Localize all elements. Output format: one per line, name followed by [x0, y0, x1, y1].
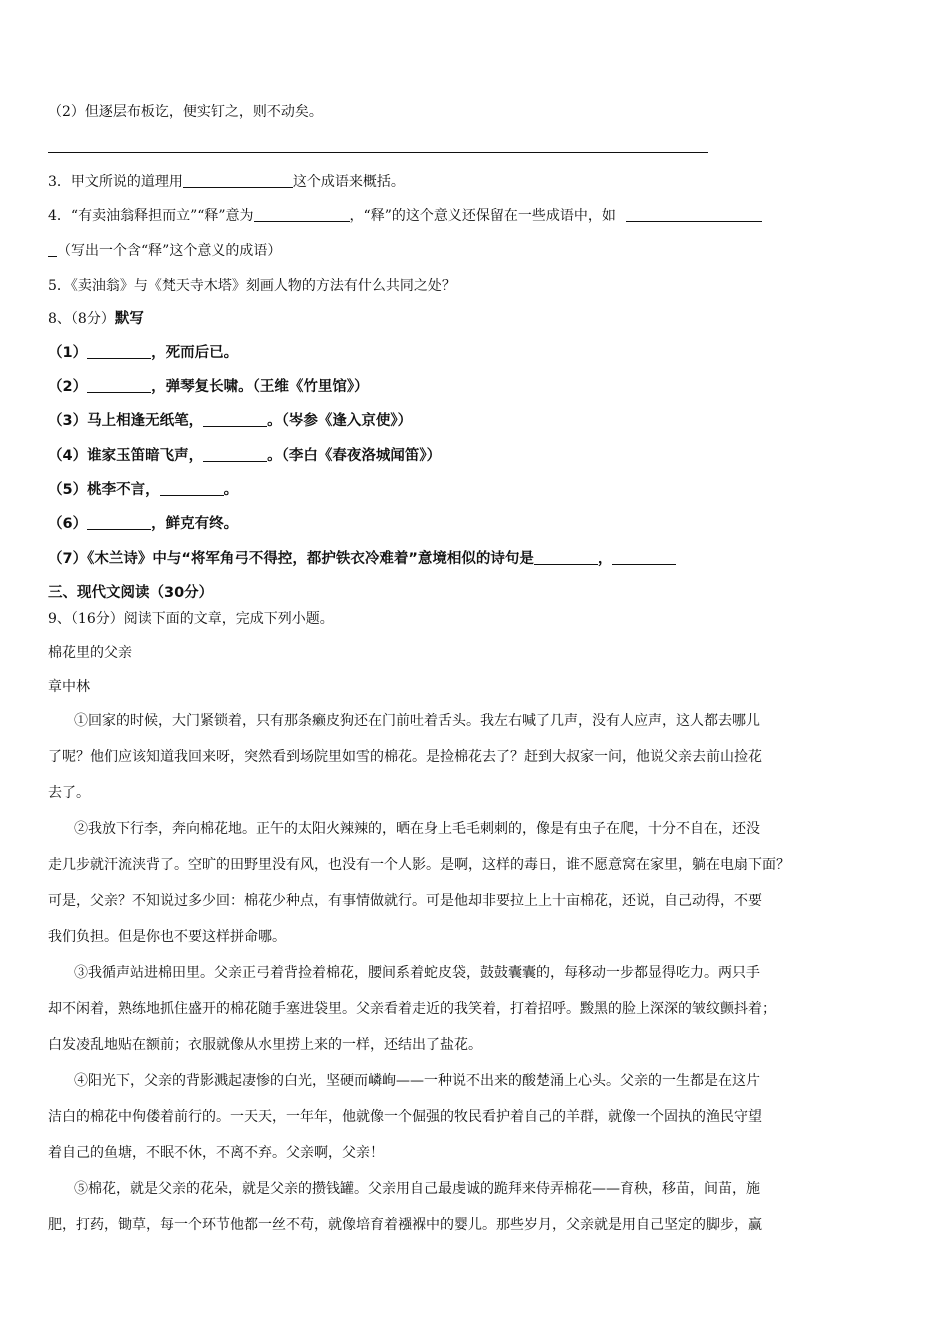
- question-8-heading: [48, 309, 144, 329]
- text: 白发凌乱地贴在额前；衣服就像从水里捞上来的一样，还结出了盐花。: [48, 1037, 482, 1053]
- text: 去了。: [48, 785, 90, 801]
- paragraph-2-line: [48, 855, 790, 875]
- question-4-continued: [48, 241, 281, 261]
- answer-blank[interactable]: [612, 550, 676, 565]
- text: 着自己的鱼塘，不眠不休，不离不弃。父亲啊，父亲！: [48, 1145, 384, 1161]
- text: （4）谁家玉笛暗飞声，: [48, 448, 204, 464]
- question-9: [48, 609, 334, 629]
- answer-blank[interactable]: [87, 344, 151, 359]
- paragraph-3-line: [74, 963, 760, 983]
- text: 5．《卖油翁》与《梵天寺木塔》刻画人物的方法有什么共同之处？: [48, 278, 456, 294]
- text: （2）但逐层布板讫，便实钉之，则不动矣。: [48, 104, 323, 120]
- answer-blank[interactable]: [183, 173, 293, 188]
- answer-blank[interactable]: [87, 515, 151, 530]
- text: 默写: [114, 311, 144, 327]
- text: 可是，父亲？不知说过多少回：棉花少种点，有事情做就行。可是他却非要拉上上十亩棉花，还说，自己动得，不要: [48, 893, 762, 909]
- paragraph-2-line: [74, 819, 760, 839]
- recite-6: [48, 514, 238, 534]
- section-3-heading: [48, 583, 213, 603]
- text: ③我循声站进棉田里。父亲正弓着背捡着棉花，腰间系着蛇皮袋，鼓鼓囊囊的，每移动一步都显得吃力。两只手: [74, 965, 760, 981]
- text: ，弹琴复长啸。（王维《竹里馆》）: [151, 379, 369, 395]
- answer-line: [48, 152, 708, 153]
- text: 。（岑参《逢入京使》）: [267, 413, 413, 429]
- paragraph-3-line: [48, 999, 776, 1019]
- text: 棉花里的父亲: [48, 645, 132, 661]
- text: （2）: [48, 379, 88, 395]
- text: ，死而后已。: [151, 345, 239, 361]
- paragraph-1-line: [48, 747, 762, 767]
- text: （5）桃李不言，: [48, 482, 160, 498]
- text: ⑤棉花，就是父亲的花朵，就是父亲的攒钱罐。父亲用自己最虔诚的跪拜来侍弄棉花——育秧，移苗，间苗，施: [74, 1181, 760, 1197]
- recite-2: [48, 377, 369, 397]
- text: 肥，打药，锄草，每一个环节他都一丝不苟，就像培育着襁褓中的婴儿。那些岁月，父亲就是用自己坚定的脚步，赢: [48, 1217, 762, 1233]
- text: （写出一个含“释”这个意义的成语）: [57, 243, 282, 259]
- paragraph-1-line: [74, 711, 760, 731]
- recite-1: [48, 343, 238, 363]
- text: ，: [597, 551, 613, 567]
- text: 章中林: [48, 679, 90, 695]
- text: （6）: [48, 516, 88, 532]
- text: 8、（8分）: [48, 311, 115, 327]
- text: 这个成语来概括。: [292, 174, 405, 190]
- answer-blank[interactable]: [203, 447, 267, 462]
- paragraph-2-line: [48, 891, 762, 911]
- answer-blank[interactable]: [160, 481, 224, 496]
- article-author: [48, 677, 90, 697]
- question-5: [48, 276, 456, 296]
- paragraph-4-line: [48, 1143, 384, 1163]
- paragraph-1-line: [48, 783, 90, 803]
- text: ，鲜克有终。: [151, 516, 239, 532]
- recite-4: [48, 446, 441, 466]
- paragraph-4-line: [48, 1107, 762, 1127]
- text: 走几步就汗流浃背了。空旷的田野里没有风，也没有一个人影。是啊，这样的毒日，谁不愿意窝在家里，躺在电扇下面？: [48, 857, 790, 873]
- text: 3．甲文所说的道理用: [48, 174, 183, 190]
- text: 我们负担。但是你也不要这样拼命哪。: [48, 929, 286, 945]
- paragraph-5-line: [74, 1179, 760, 1199]
- text: 却不闲着，熟练地抓住盛开的棉花随手塞进袋里。父亲看着走近的我笑着，打着招呼。黢黑的脸上深深的皱纹颤抖着；: [48, 1001, 776, 1017]
- text: ①回家的时候，大门紧锁着，只有那条癞皮狗还在门前吐着舌头。我左右喊了几声，没有人应声，这人都去哪儿: [74, 713, 760, 729]
- answer-blank[interactable]: [48, 242, 57, 257]
- text: 。（李白《春夜洛城闻笛》）: [267, 448, 442, 464]
- text: 4．“有卖油翁释担而立”“释”意为: [48, 208, 254, 224]
- paragraph-4-line: [74, 1071, 760, 1091]
- text: ，“释”的这个意义还保留在一些成语中，如: [349, 208, 616, 224]
- text: ④阳光下，父亲的背影溅起凄惨的白光，坚硬而嶙峋——一种说不出来的酸楚涌上心头。父亲的一生都是在这片: [74, 1073, 760, 1089]
- text: 了呢？他们应该知道我回来呀，突然看到场院里如雪的棉花。是捡棉花去了？赶到大叔家一问，他说父亲去前山捡花: [48, 749, 762, 765]
- text: 洁白的棉花中佝偻着前行的。一天天，一年年，他就像一个倔强的牧民看护着自己的羊群，就像一个固执的渔民守望: [48, 1109, 762, 1125]
- question-4: [48, 206, 762, 226]
- text: 。: [223, 482, 239, 498]
- text: （7）《木兰诗》中与“将军角弓不得控，都护铁衣冷难着”意境相似的诗句是: [48, 551, 534, 567]
- paragraph-3-line: [48, 1035, 482, 1055]
- text: ②我放下行李，奔向棉花地。正午的太阳火辣辣的，晒在身上毛毛刺刺的，像是有虫子在爬，十分不自在，还没: [74, 821, 760, 837]
- answer-blank[interactable]: [626, 207, 762, 222]
- recite-3: [48, 411, 412, 431]
- question-2-subitem: [48, 102, 323, 122]
- answer-blank[interactable]: [534, 550, 598, 565]
- answer-blank[interactable]: [203, 412, 267, 427]
- paragraph-2-line: [48, 927, 286, 947]
- recite-5: [48, 480, 238, 500]
- text: （3）马上相逢无纸笔，: [48, 413, 204, 429]
- answer-blank[interactable]: [87, 378, 151, 393]
- text: （1）: [48, 345, 88, 361]
- recite-7: [48, 549, 676, 569]
- paragraph-5-line: [48, 1215, 762, 1235]
- question-3: [48, 172, 405, 192]
- text: 三、现代文阅读（30分）: [48, 585, 214, 601]
- text: 9、（16分）阅读下面的文章，完成下列小题。: [48, 611, 334, 627]
- article-title: [48, 643, 132, 663]
- answer-blank[interactable]: [254, 207, 350, 222]
